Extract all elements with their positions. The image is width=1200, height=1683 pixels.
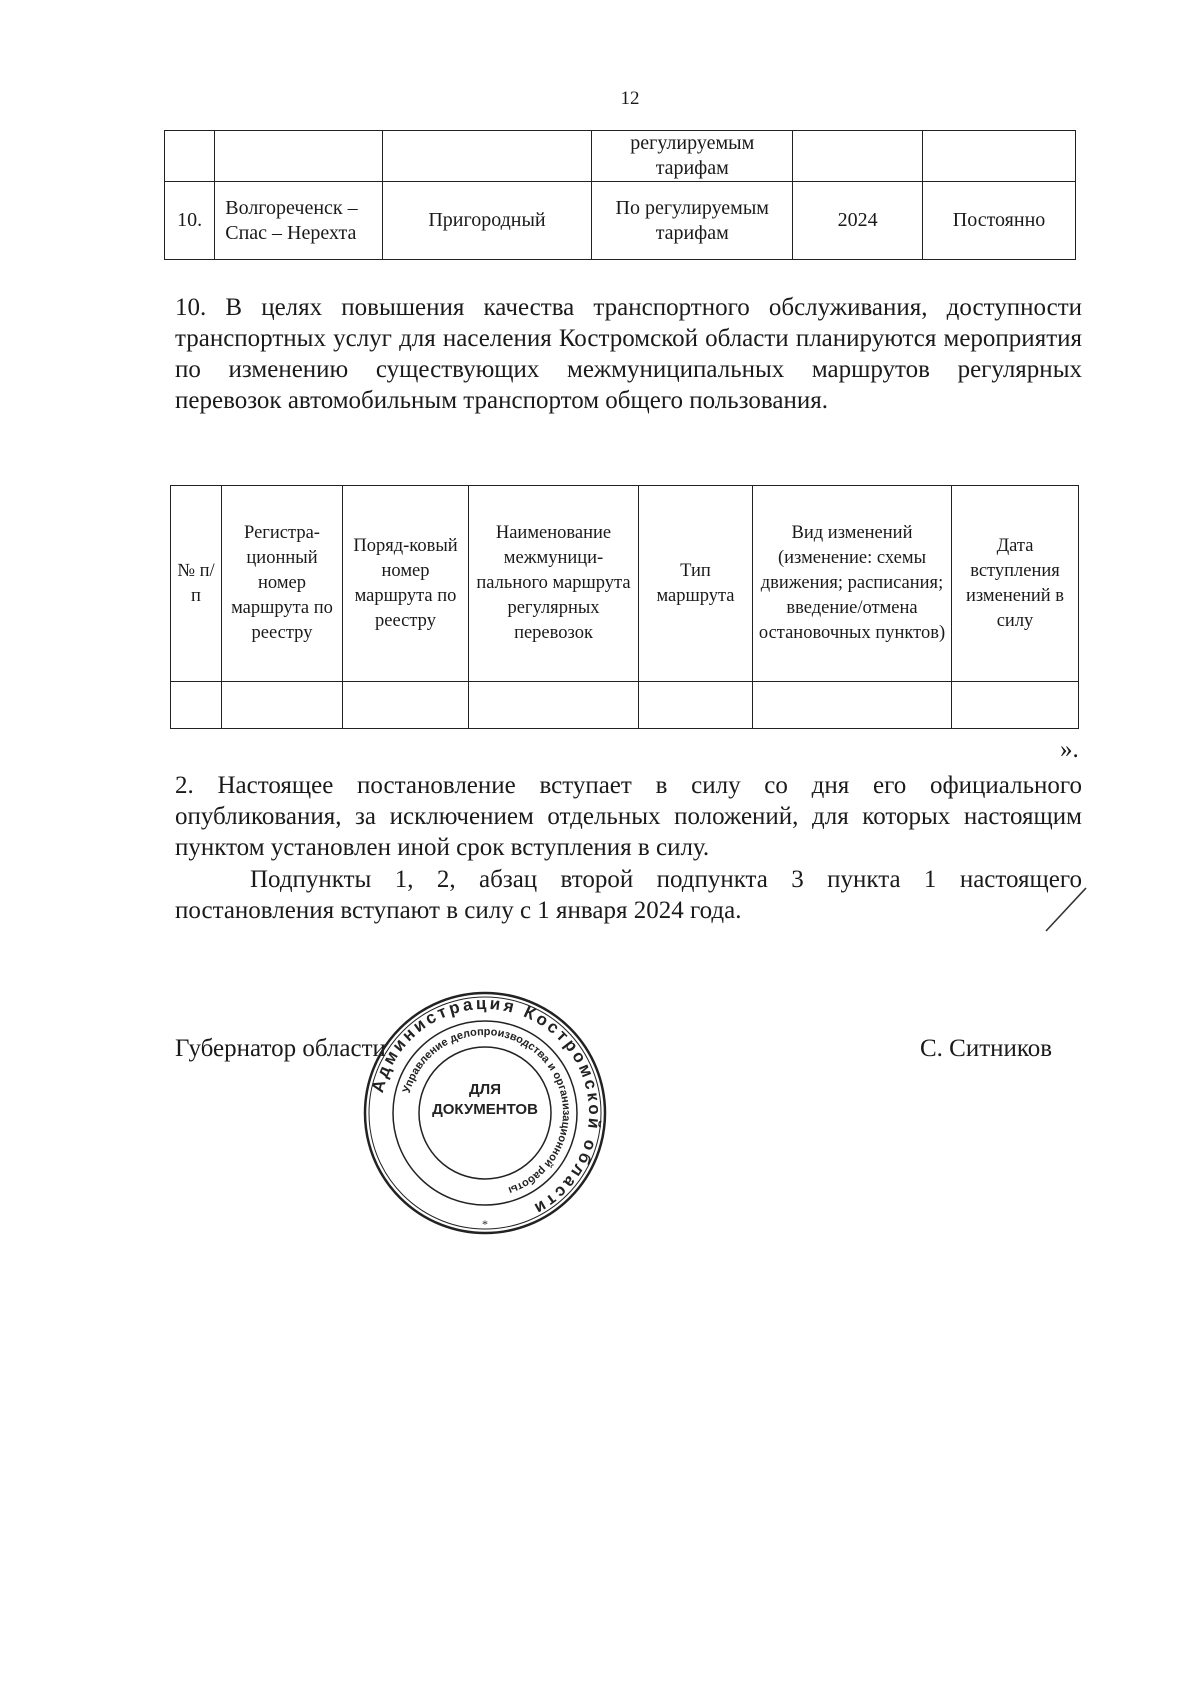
cell-year: 2024 [793,182,923,260]
empty-cell [171,682,222,729]
seal-inner-text: Управление делопроизводства и организационной работы [400,1025,573,1197]
cell-route [215,131,383,182]
empty-cell [952,682,1079,729]
table-row [165,182,1076,260]
svg-text:*: * [482,1217,488,1231]
header-reg-number: Регистра-ционный номер маршрута по реестру [222,486,343,682]
header-change-kind: Вид изменений (изменение: схемы движения; расписания; введение/отмена остановочных пунктов) [753,486,952,682]
signature-title: Губернатор области [175,1035,386,1062]
table-header-row [171,486,1079,682]
seal-outer-text: Администрация Костромской области [368,993,605,1220]
empty-cell [222,682,343,729]
cell-type: Пригородный [382,182,591,260]
routes-table-continued [164,130,1076,260]
header-num: № п/п [171,486,222,682]
empty-cell [343,682,469,729]
paragraph-10: 10. В целях повышения качества транспортного обслуживания, доступности транспортных услуг для населения Костромской области планируются мероприятия по изменению существующих межмуниципальных маршрутов регулярных перевозок автомобильным транспортом общего пользования. [175,294,1082,414]
table-row [165,131,1076,182]
paragraph-subpoints: Подпункты 1, 2, абзац второй подпункта 3 пункта 1 настоящего постановления вступают в силу с 1 января 2024 года. [175,866,1082,924]
signature-name: С. Ситников [920,1035,1053,1062]
header-seq-number: Поряд-ковый номер маршрута по реестру [343,486,469,682]
official-seal [360,988,610,1238]
cell-period [923,131,1076,182]
table-row [171,682,1079,729]
cell-num: 10. [165,182,215,260]
empty-cell [469,682,639,729]
header-effective-date: Дата вступления изменений в силу [952,486,1079,682]
paragraph-2: 2. Настоящее постановление вступает в силу со дня его официального опубликования, за исключением отдельных положений, для которых настоящим пунктом установлен иной срок вступления в силу. [175,772,1082,861]
empty-cell [753,682,952,729]
page-number: 12 [620,88,640,109]
seal-center-line2: ДОКУМЕНТОВ [432,1101,538,1118]
route-changes-table [170,485,1079,729]
closing-quote: ». [1060,736,1079,763]
header-route-name: Наименование межмуници-пального маршрута регулярных перевозок [469,486,639,682]
empty-cell [639,682,753,729]
check-mark-icon [1040,885,1090,935]
cell-type [382,131,591,182]
cell-route: Волгореченск – Спас – Нерехта [215,182,383,260]
seal-center [360,1080,610,1120]
cell-year [793,131,923,182]
cell-period: Постоянно [923,182,1076,260]
seal-center-line1: ДЛЯ [469,1081,501,1098]
cell-num [165,131,215,182]
cell-tariff: По регулируемым тарифам [592,182,793,260]
header-route-type: Тип маршрута [639,486,753,682]
cell-tariff: регулируемым тарифам [592,131,793,182]
